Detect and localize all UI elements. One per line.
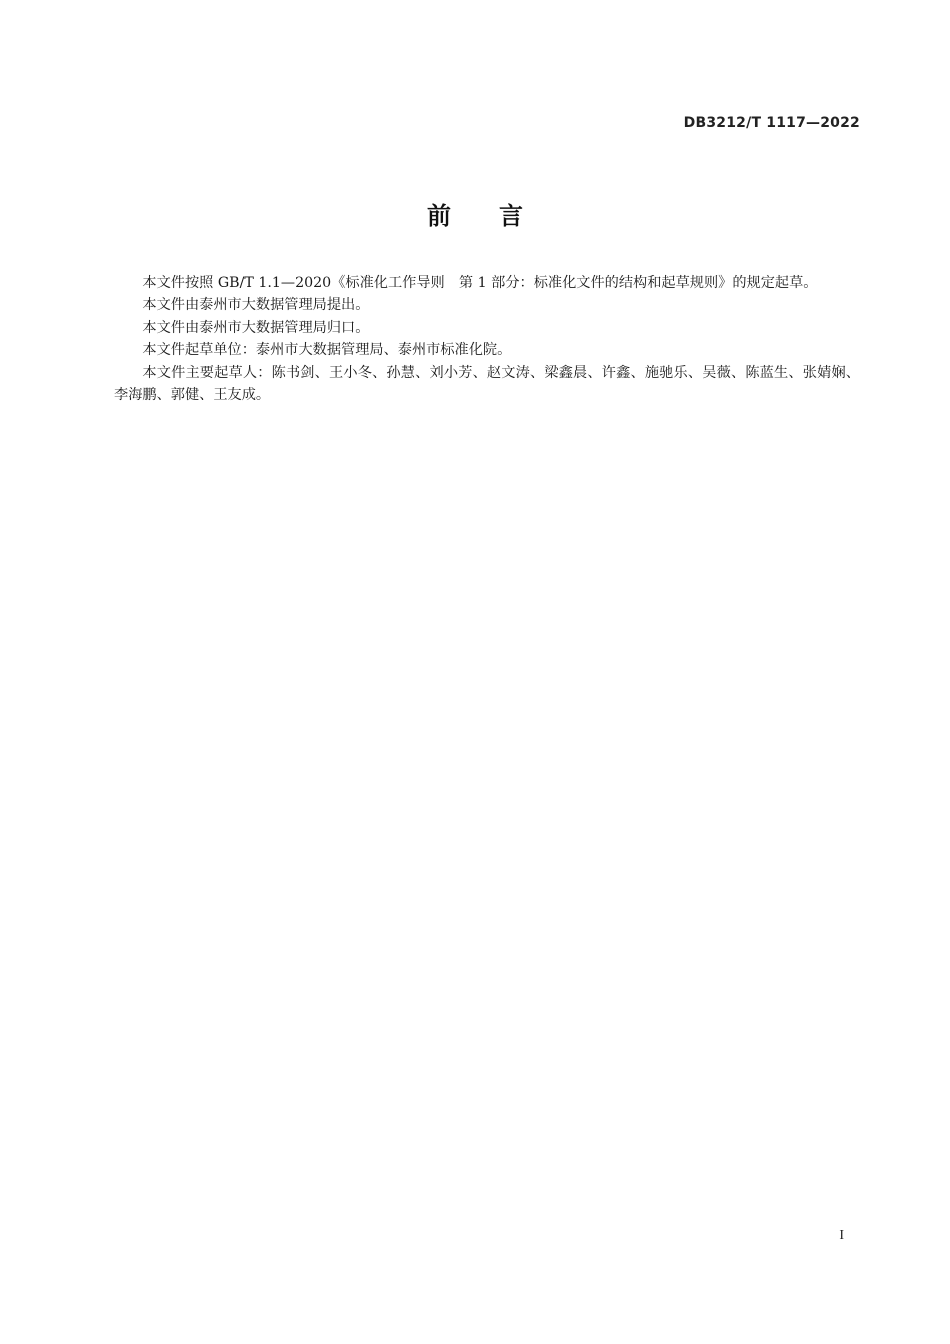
paragraph-drafting-basis: 本文件按照 GB/T 1.1—2020《标准化工作导则 第 1 部分：标准化文件的结构和起草规则》的规定起草。 (142, 275, 818, 291)
foreword-body (114, 272, 860, 406)
title-char-1: 前 (427, 202, 451, 230)
paragraph-proposer: 本文件由泰州市大数据管理局提出。 (142, 297, 370, 314)
document-code: DB3212/T 1117—2022 (683, 115, 860, 131)
page-title (0, 196, 950, 231)
paragraph-drafters: 本文件主要起草人：陈书剑、王小冬、孙慧、刘小芳、赵文涛、梁鑫晨、许鑫、施驰乐、吴薇、陈蓝生、张婧娴、李海鹏、郭健、王友成。 (114, 364, 860, 404)
paragraph-responsible-unit: 本文件由泰州市大数据管理局归口。 (142, 319, 370, 336)
title-char-2: 言 (499, 202, 523, 230)
page-number: I (839, 1228, 844, 1243)
paragraph-drafting-organizations: 本文件起草单位：泰州市大数据管理局、泰州市标准化院。 (142, 342, 512, 359)
